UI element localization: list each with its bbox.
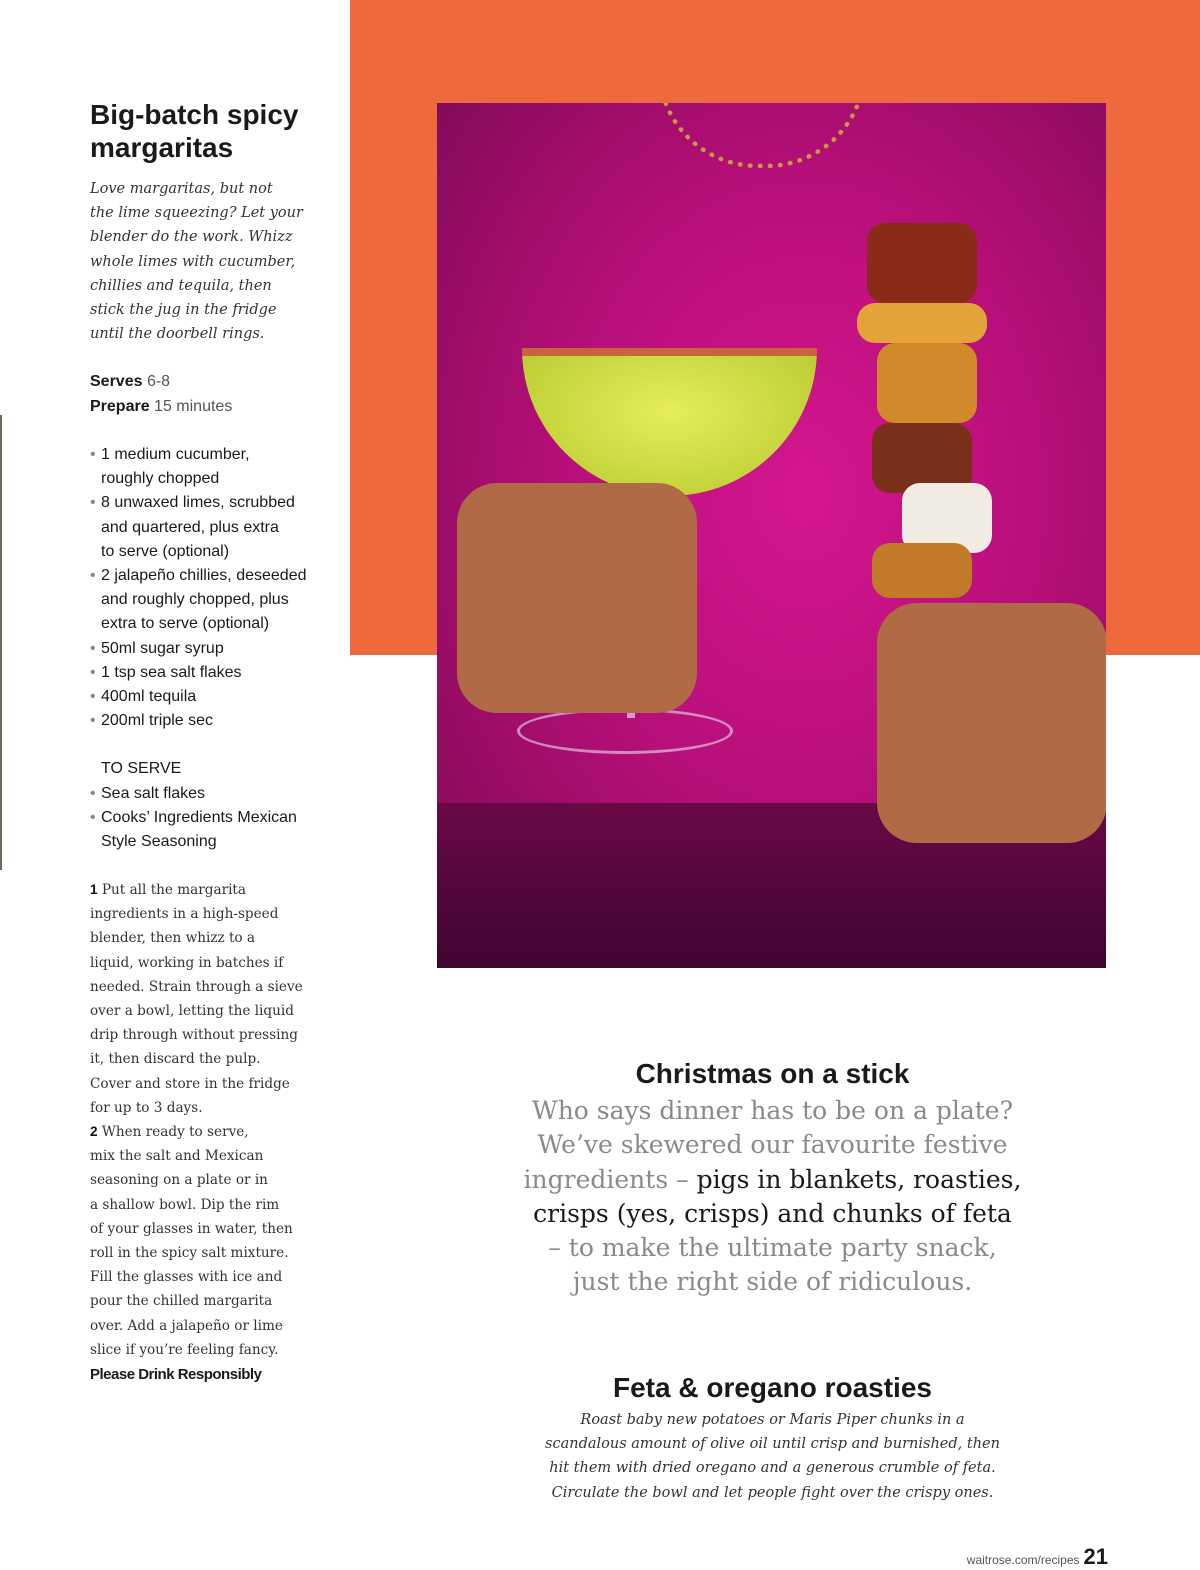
prepare-label: Prepare	[90, 397, 150, 415]
step-text: needed. Strain through a sieve	[90, 978, 303, 995]
step-line	[90, 1120, 350, 1144]
step-line	[90, 1144, 350, 1168]
step-line	[90, 1289, 350, 1313]
step-line	[90, 1241, 350, 1265]
roasties-heading: Feta & oregano roasties	[613, 1372, 932, 1403]
ingredient-item: • 1 tsp sea salt flakes	[90, 661, 340, 685]
ingredient-line: to serve (optional)	[101, 542, 230, 560]
page-number: 21	[1083, 1544, 1108, 1569]
step-text: liquid, working in batches if	[90, 954, 284, 971]
method-steps	[90, 878, 350, 1362]
page-footer	[967, 1544, 1108, 1570]
ingredients-list	[90, 443, 340, 854]
step-line	[90, 975, 350, 999]
right-hand	[877, 603, 1106, 843]
quote-line: Who says dinner has to be on a plate?	[532, 1096, 1013, 1125]
step-text: When ready to serve,	[101, 1124, 249, 1141]
step-text: slice if you’re feeling fancy.	[90, 1341, 279, 1358]
step-text: Cover and store in the fridge	[90, 1075, 290, 1092]
step-text: seasoning on a plate or in	[90, 1172, 268, 1189]
step-line	[90, 1168, 350, 1192]
step-line	[90, 999, 350, 1023]
quote-line	[480, 1163, 1065, 1197]
step-line	[90, 1217, 350, 1241]
glass-base	[517, 708, 733, 754]
step-text: ingredients in a high-speed	[90, 906, 279, 923]
step-text: over a bowl, letting the liquid	[90, 1003, 294, 1020]
roasties-line: scandalous amount of olive oil until crisp and burnished, then	[545, 1436, 1000, 1453]
quote-fragment: ingredients –	[523, 1164, 697, 1194]
intro-line: chillies and tequila, then	[90, 277, 272, 294]
hero-photo-margarita-and-skewer	[437, 103, 1106, 968]
ingredient-item: • 400ml tequila	[90, 685, 340, 709]
step-text: it, then discard the pulp.	[90, 1051, 261, 1068]
prepare	[90, 395, 232, 420]
footer-url[interactable]: waitrose.com/recipes	[966, 1553, 1080, 1567]
step-line	[90, 1023, 350, 1047]
to-serve-heading: TO SERVE	[101, 760, 182, 778]
step-line	[90, 1047, 350, 1071]
step-text: drip through without pressing	[90, 1027, 298, 1044]
step-text: pour the chilled margarita	[90, 1293, 273, 1310]
ingredient-line: Style Seasoning	[101, 833, 217, 851]
ingredient-line: roughly chopped	[101, 470, 220, 488]
ingredient-item: • 1 medium cucumber,	[90, 443, 340, 467]
step-text: of your glasses in water, then	[90, 1220, 293, 1237]
step-text: roll in the spicy salt mixture.	[90, 1245, 289, 1262]
ingredient-item: • 8 unwaxed limes, scrubbed	[90, 491, 340, 515]
ingredient-line: and roughly chopped, plus	[101, 591, 289, 609]
step-line	[90, 902, 350, 926]
drink-responsibly-note: Please Drink Responsibly	[90, 1366, 262, 1383]
intro-line: whole limes with cucumber,	[90, 253, 296, 270]
step-text: mix the salt and Mexican	[90, 1148, 264, 1165]
step-line	[90, 951, 350, 975]
intro-line: blender do the work. Whizz	[90, 229, 293, 246]
intro-line: the lime squeezing? Let your	[90, 205, 303, 222]
step-text: a shallow bowl. Dip the rim	[90, 1196, 280, 1213]
step-number: 1	[90, 882, 98, 897]
ingredient-item: • Cooks’ Ingredients Mexican	[90, 806, 340, 830]
margarita-glass	[522, 348, 817, 496]
recipe-intro	[90, 177, 340, 346]
ingredient-item: • 200ml triple sec	[90, 709, 340, 733]
recipe-title	[90, 98, 298, 164]
step-text: blender, then whizz to a	[90, 930, 256, 947]
step-line	[90, 1096, 350, 1120]
ingredient-item: • Sea salt flakes	[90, 782, 340, 806]
step-text: for up to 3 days.	[90, 1099, 203, 1116]
step-line	[90, 1338, 350, 1362]
intro-line: until the doorbell rings.	[90, 326, 265, 343]
serves-label: Serves	[90, 373, 143, 390]
quote-line: We’ve skewered our favourite festive	[537, 1130, 1008, 1160]
roasties-line: Roast baby new potatoes or Maris Piper chunks in a	[580, 1412, 965, 1428]
ingredient-line: and quartered, plus extra	[101, 518, 279, 536]
ingredient-item: • 2 jalapeño chillies, deseeded	[90, 564, 340, 588]
roasties-line: hit them with dried oregano and a generous crumble of feta.	[549, 1460, 996, 1477]
step-line	[90, 1193, 350, 1217]
roasties-description	[480, 1408, 1065, 1505]
step-line	[90, 1072, 350, 1096]
quote-line: – to make the ultimate party snack,	[548, 1233, 997, 1263]
intro-line: Love margaritas, but not	[90, 181, 273, 197]
step-line	[90, 926, 350, 950]
step-text: Put all the margarita	[101, 882, 246, 898]
ingredient-item: • 50ml sugar syrup	[90, 637, 340, 661]
quote-line: just the right side of ridiculous.	[572, 1267, 973, 1297]
feature-standfirst	[480, 1094, 1065, 1300]
recipe-meta	[90, 370, 232, 419]
necklace	[657, 103, 867, 168]
step-line	[90, 878, 350, 902]
step-text: over. Add a jalapeño or lime	[90, 1317, 283, 1334]
page-edge	[0, 415, 2, 870]
serves-value: 6-8	[146, 373, 171, 390]
step-text: Fill the glasses with ice and	[90, 1269, 283, 1286]
step-line	[90, 1265, 350, 1289]
quote-highlight: pigs in blankets, roasties,	[696, 1164, 1022, 1194]
step-number: 2	[90, 1124, 98, 1140]
left-hand	[457, 483, 697, 713]
food-skewer	[827, 193, 1007, 593]
ingredient-line: extra to serve (optional)	[101, 615, 270, 633]
intro-line: stick the jug in the fridge	[90, 302, 277, 319]
feature-heading: Christmas on a stick	[635, 1058, 910, 1089]
title-line: Big-batch spicy	[90, 99, 299, 130]
prepare-value: 15 minutes	[154, 397, 233, 415]
quote-highlight: crisps (yes, crisps) and chunks of feta	[533, 1198, 1012, 1228]
roasties-line: Circulate the bowl and let people fight over the crispy ones.	[551, 1484, 994, 1501]
title-line: margaritas	[90, 132, 234, 163]
step-line	[90, 1314, 350, 1338]
serves	[90, 370, 232, 395]
